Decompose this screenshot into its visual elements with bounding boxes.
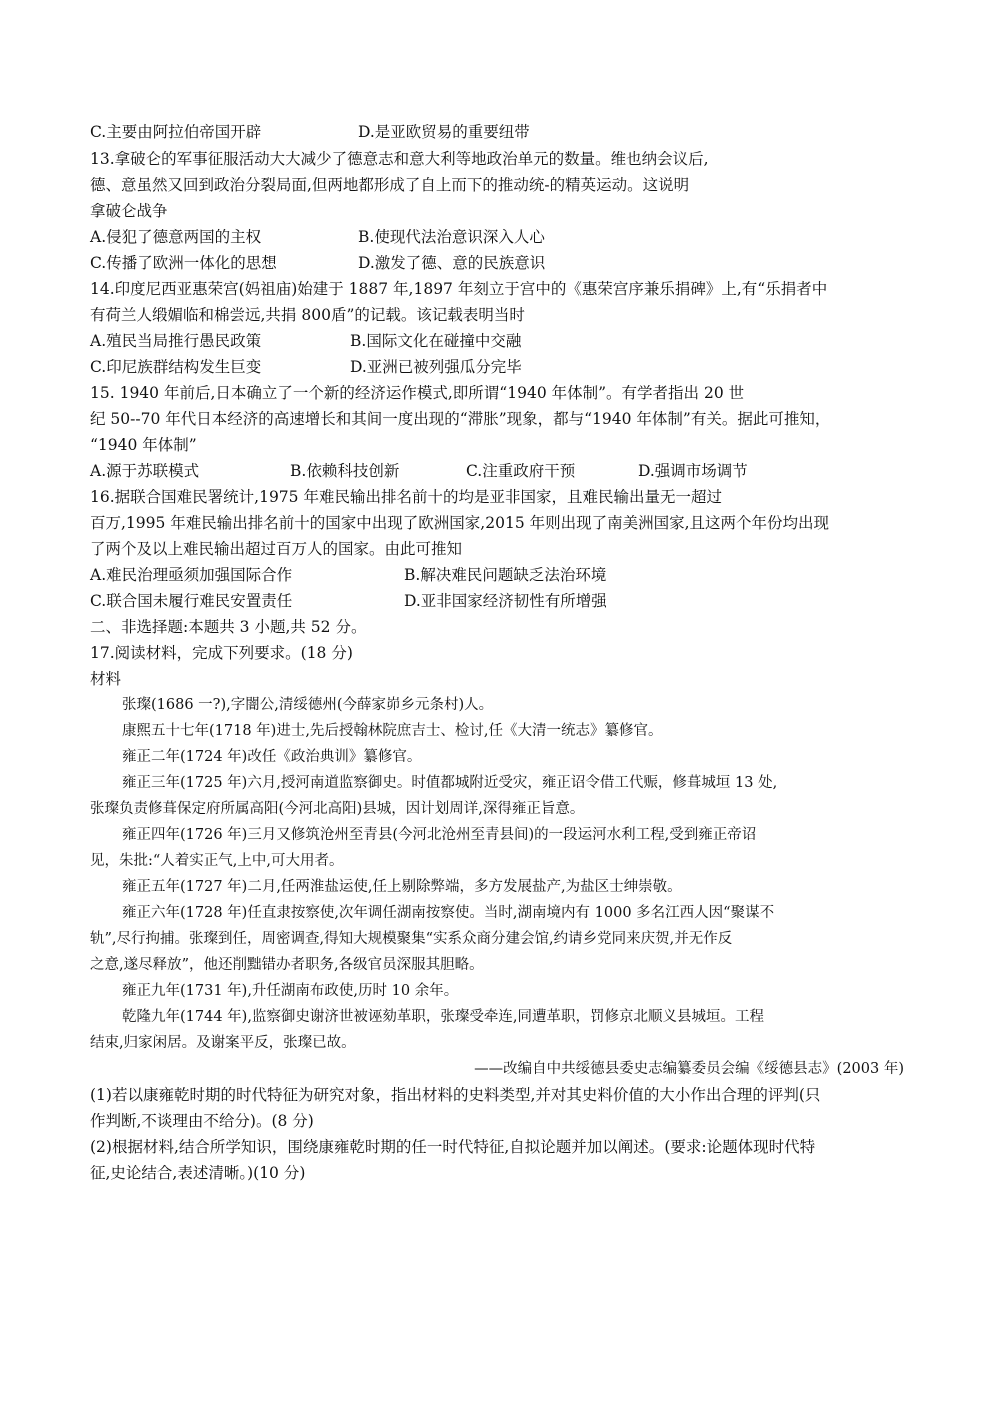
material-source: ——改编自中共绥德县委史志编纂委员会编《绥德县志》(2003 年) bbox=[474, 1061, 904, 1077]
section-heading: 二、非选择题:本题共 3 小题,共 52 分。 bbox=[90, 618, 367, 636]
material-paragraph: 雍正六年(1728 年)任直隶按察使,次年调任湖南按察使。当时,湖南境内有 1000 多名江西人因“聚谋不 bbox=[122, 905, 775, 921]
q16-stem-line: 16.据联合国难民署统计,1975 年难民输出排名前十的均是亚非国家，且难民输出量无一超过 bbox=[90, 488, 722, 506]
q16-option-a: A.难民治理亟须加强国际合作 bbox=[90, 566, 293, 584]
q12-option-c: C.主要由阿拉伯帝国开辟 bbox=[90, 123, 262, 141]
q13-stem-line: 拿破仑战争 bbox=[90, 202, 168, 220]
q15-option-c: C.注重政府干预 bbox=[466, 462, 576, 480]
q17-material-label: 材料 bbox=[90, 670, 122, 688]
q13-option-a: A.侵犯了德意两国的主权 bbox=[90, 228, 262, 246]
material-paragraph: 乾隆九年(1744 年),监察御史谢济世被诬劾革职，张璨受牵连,同遭革职，罚修京北顺义县城垣。工程 bbox=[122, 1009, 765, 1025]
q15-stem-line: 15. 1940 年前后,日本确立了一个新的经济运作模式,即所谓“1940 年体制”。有学者指出 20 世 bbox=[90, 384, 745, 402]
q16-stem-line: 了两个及以上难民输出超过百万人的国家。由此可推知 bbox=[90, 540, 463, 558]
q17-stem: 17.阅读材料，完成下列要求。(18 分) bbox=[90, 644, 353, 662]
q14-option-c: C.印尼族群结构发生巨变 bbox=[90, 358, 262, 376]
q16-option-d: D.亚非国家经济韧性有所增强 bbox=[404, 592, 607, 610]
material-paragraph: 之意,遂尽释放”，他还削黜错办者职务,各级官员深服其胆略。 bbox=[90, 957, 484, 973]
material-paragraph: 雍正五年(1727 年)二月,任两淮盐运使,任上剔除弊端，多方发展盐产,为盐区士绅崇敬。 bbox=[122, 879, 682, 895]
q15-option-d: D.强调市场调节 bbox=[638, 462, 748, 480]
material-paragraph: 雍正三年(1725 年)六月,授河南道监察御史。时值都城附近受灾，雍正诏令借工代赈，修葺城垣 13 处, bbox=[122, 775, 778, 791]
q14-stem-line: 有荷兰人缎媚临和棉尝远,共捐 800盾”的记载。该记载表明当时 bbox=[90, 306, 525, 324]
q14-option-a: A.殖民当局推行愚民政策 bbox=[90, 332, 262, 350]
q17-subquestion-2: (2)根据材料,结合所学知识，围绕康雍乾时期的任一时代特征,自拟论题并加以阐述。(要求:论题体现时代特 bbox=[90, 1138, 816, 1156]
material-paragraph: 结束,归家闲居。及谢案平反，张璨已故。 bbox=[90, 1035, 356, 1051]
material-paragraph: 轨”,尽行拘捕。张璨到任，周密调查,得知大规模聚集“实系众商分建会馆,约请乡党同来庆贺,并无作反 bbox=[90, 931, 733, 947]
q17-subquestion-1: (1)若以康雍乾时期的时代特征为研究对象，指出材料的史料类型,并对其史料价值的大小作出合理的评判(只 bbox=[90, 1086, 821, 1104]
q17-subquestion-2: 征,史论结合,表述清晰。)(10 分) bbox=[90, 1164, 306, 1182]
q15-option-b: B.依赖科技创新 bbox=[290, 462, 400, 480]
material-paragraph: 张璨(1686 一?),字闇公,清绥德州(今薛家峁乡元条村)人。 bbox=[122, 697, 494, 713]
q13-option-d: D.激发了德、意的民族意识 bbox=[358, 254, 546, 272]
q14-option-d: D.亚洲已被列强瓜分完毕 bbox=[350, 358, 522, 376]
q16-option-b: B.解决难民问题缺乏法治环境 bbox=[404, 566, 607, 584]
q14-option-b: B.国际文化在碰撞中交融 bbox=[350, 332, 522, 350]
q12-option-d: D.是亚欧贸易的重要纽带 bbox=[358, 123, 530, 141]
q15-option-a: A.源于苏联模式 bbox=[90, 462, 200, 480]
q13-option-b: B.使现代法治意识深入人心 bbox=[358, 228, 545, 246]
q13-stem-line: 德、意虽然又回到政治分裂局面,但两地都形成了自上而下的推动统-的精英运动。这说明 bbox=[90, 176, 690, 194]
material-paragraph: 张璨负责修葺保定府所属高阳(今河北高阳)县城，因计划周详,深得雍正旨意。 bbox=[90, 801, 585, 817]
material-paragraph: 雍正九年(1731 年),升任湖南布政使,历时 10 余年。 bbox=[122, 983, 459, 999]
q15-stem-line: 纪 50--70 年代日本经济的高速增长和其间一度出现的“滞胀”现象，都与“1940 年体制”有关。据此可推知， bbox=[90, 410, 831, 428]
material-paragraph: 见，朱批:“人着实正气,上中,可大用者。 bbox=[90, 853, 344, 869]
q16-stem-line: 百万,1995 年难民输出排名前十的国家中出现了欧洲国家,2015 年则出现了南美洲国家,且这两个年份均出现 bbox=[90, 514, 830, 532]
q13-stem-line: 13.拿破仑的军事征服活动大大减少了德意志和意大利等地政治单元的数量。维也纳会议后, bbox=[90, 150, 709, 168]
q17-subquestion-1: 作判断,不谈理由不给分)。(8 分) bbox=[90, 1112, 314, 1130]
material-paragraph: 康熙五十七年(1718 年)进士,先后授翰林院庶吉士、检讨,任《大清一统志》纂修官。 bbox=[122, 723, 663, 739]
q15-stem-line: “1940 年体制” bbox=[90, 436, 197, 454]
q16-option-c: C.联合国未履行难民安置责任 bbox=[90, 592, 293, 610]
material-paragraph: 雍正四年(1726 年)三月又修筑沧州至青县(今河北沧州至青县间)的一段运河水利工程,受到雍正帝诏 bbox=[122, 827, 757, 843]
q13-option-c: C.传播了欧洲一体化的思想 bbox=[90, 254, 277, 272]
material-paragraph: 雍正二年(1724 年)改任《政治典训》纂修官。 bbox=[122, 749, 422, 765]
q14-stem-line: 14.印度尼西亚惠荣宫(妈祖庙)始建于 1887 年,1897 年刻立于宫中的《惠荣宫序兼乐捐碑》上,有“乐捐者中 bbox=[90, 280, 828, 298]
